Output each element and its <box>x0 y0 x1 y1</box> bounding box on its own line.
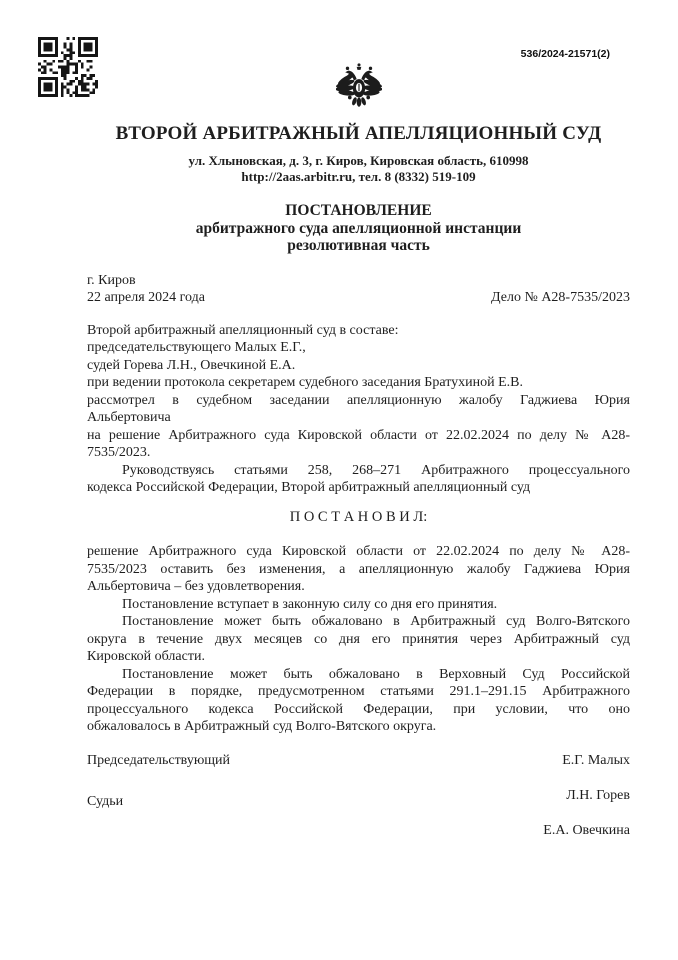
signature-block <box>87 752 630 840</box>
body-line: Постановление может быть обжаловано в Верховный Суд Российской <box>122 666 630 682</box>
body-line: кодекса Российской Федерации, Второй арбитражный апелляционный суд <box>87 480 531 495</box>
document-number: 536/2024-21571(2) <box>520 48 610 60</box>
meta-block <box>87 272 630 307</box>
judge3-name: Е.А. Овечкина <box>543 822 630 838</box>
document-subtitle: арбитражного суда апелляционной инстанции <box>195 219 522 237</box>
body-line: решение Арбитражного суда Кировской области от 22.02.2024 по делу № А28- <box>87 544 630 559</box>
judges-label: Судьи <box>87 793 124 809</box>
date: 22 апреля 2024 года <box>87 290 205 305</box>
document-title: ПОСТАНОВЛЕНИЕ <box>285 202 432 219</box>
body-section-2 <box>87 543 630 736</box>
body-section-1 <box>87 322 630 497</box>
body-line: при ведении протокола секретарем судебного заседания Братухиной Е.В. <box>87 375 523 390</box>
court-address-line2: http://2aas.arbitr.ru, тел. 8 (8332) 519-109 <box>241 169 476 184</box>
body-line: Второй арбитражный апелляционный суд в составе: <box>87 322 399 338</box>
signature-row-judges <box>87 787 630 809</box>
body-line: процессуального кодекса Российской Федерации, при условии, что оно <box>87 701 630 717</box>
document-content <box>87 0 630 857</box>
case-number: Дело № А28-7535/2023 <box>491 290 630 305</box>
body-line: Альбертовича – без удовлетворения. <box>87 579 305 594</box>
body-line: 7535/2023 оставить без изменения, а апелляционную жалобу Гаджиева Юрия <box>87 561 630 577</box>
coat-of-arms-icon <box>87 62 630 110</box>
body-line: округа в течение двух месяцев со дня его принятия через Арбитражный суд <box>87 631 630 647</box>
body-line: Постановление может быть обжаловано в Арбитражный суд Волго-Вятского <box>122 614 630 629</box>
chair-label: Председательствующий <box>87 752 231 768</box>
court-name: ВТОРОЙ АРБИТРАЖНЫЙ АПЕЛЛЯЦИОННЫЙ СУД <box>115 123 602 144</box>
body-line: рассмотрел в судебном заседании апелляционную жалобу Гаджиева Юрия <box>87 392 630 408</box>
body-line: Альбертовича <box>87 410 171 425</box>
body-line: Кировской области. <box>87 649 205 664</box>
document-title-block <box>87 202 630 255</box>
body-line: Постановление вступает в законную силу со дня его принятия. <box>122 596 498 612</box>
signature-row-chair <box>87 752 630 770</box>
resolved-heading: П О С Т А Н О В И Л: <box>289 508 428 525</box>
body-line: 7535/2023. <box>87 445 151 460</box>
judge2-name: Л.Н. Горев <box>566 787 630 803</box>
body-line: обжаловалось в Арбитражный суд Волго-Вятского округа. <box>87 719 437 734</box>
body-line: председательствующего Малых Е.Г., <box>87 340 306 355</box>
signature-row-judge3 <box>87 822 630 840</box>
court-address-line1: ул. Хлыновская, д. 3, г. Киров, Кировская область, 610998 <box>188 153 529 168</box>
court-address <box>87 153 630 185</box>
body-line: на решение Арбитражного суда Кировской области от 22.02.2024 по делу № А28- <box>87 427 630 443</box>
body-line: Руководствуясь статьями 258, 268–271 Арбитражного процессуального <box>122 462 630 478</box>
body-line: Федерации в порядке, предусмотренном статьями 291.1–291.15 Арбитражного <box>87 684 630 699</box>
body-line: судей Горева Л.Н., Овечкиной Е.А. <box>87 357 296 373</box>
document-part-label: резолютивная часть <box>287 237 430 254</box>
chair-name: Е.Г. Малых <box>562 752 630 768</box>
city: г. Киров <box>87 272 136 288</box>
